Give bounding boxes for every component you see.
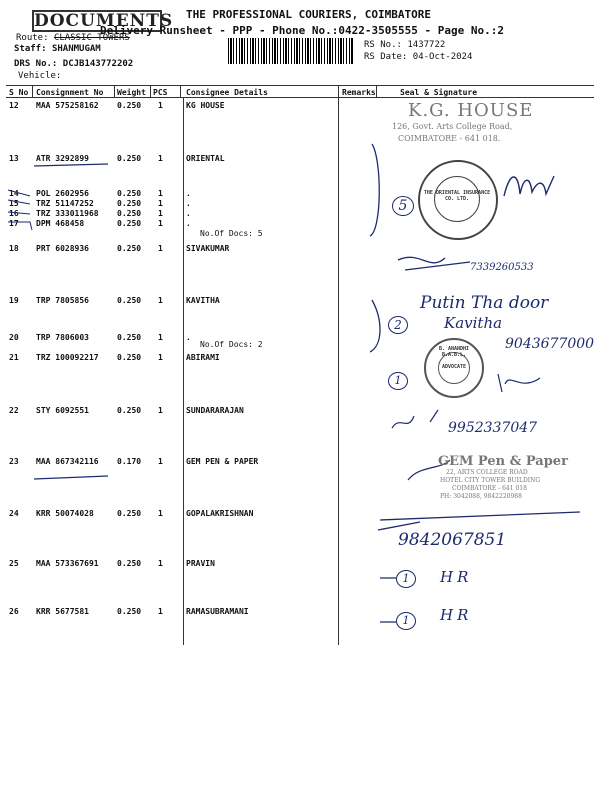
oriental-insurance-seal [418, 160, 498, 240]
vehicle-label: Vehicle: [18, 71, 62, 81]
staff-value: SHANMUGAM [51, 44, 101, 54]
col-remarks: Remarks [342, 88, 376, 97]
row-sno: 18 [9, 244, 19, 253]
gem-seal-line: 22, ARTS COLLEGE ROAD [446, 469, 528, 476]
row-consignment: MAA 573367691 [36, 559, 99, 568]
handwritten-mark: 2 [388, 316, 408, 334]
row-pcs: 1 [158, 406, 163, 415]
row-sno: 15 [9, 199, 19, 208]
row-consignment: TRZ 100092217 [36, 353, 99, 362]
row-sno: 12 [9, 101, 19, 110]
row-consignment: TRZ 333011968 [36, 209, 99, 218]
row-pcs: 1 [158, 101, 163, 110]
no-of-docs: No.Of Docs: 2 [200, 340, 263, 349]
row-consignee: GEM PEN & PAPER [186, 457, 259, 466]
row-consignment: KRR 50074028 [36, 509, 94, 518]
rs-date-label: RS Date: [364, 52, 408, 62]
row-pcs: 1 [158, 189, 163, 198]
row-consignment: TRP 7805856 [36, 296, 89, 305]
handwritten-phone: 7339260533 [470, 262, 534, 273]
row-pcs: 1 [158, 154, 163, 163]
col-pcs: PCS [153, 88, 168, 97]
handwritten-note: Putin Tha door [420, 293, 549, 313]
handwritten-phone: 9043677000 [505, 336, 595, 352]
handwritten-phone: 9952337047 [448, 420, 538, 436]
row-consignee: SIVAKUMAR [186, 244, 230, 253]
company-name: THE PROFESSIONAL COURIERS, COIMBATORE [186, 8, 432, 21]
route-value: CLASSIC TOWERS [53, 33, 130, 43]
row-consignee: PRAVIN [186, 559, 215, 568]
advocate-seal [424, 338, 484, 398]
row-sno: 23 [9, 457, 19, 466]
kg-house-seal-city: COIMBATORE - 641 018. [398, 134, 501, 143]
row-consignee: ORIENTAL [186, 154, 225, 163]
row-weight: 0.250 [117, 154, 142, 163]
col-consignment: Consignment No [36, 88, 104, 97]
handwritten-mark: 5 [392, 196, 414, 216]
col-seal-signature: Seal & Signature [400, 88, 478, 97]
row-weight: 0.250 [117, 101, 142, 110]
col-sno: S No [9, 88, 29, 97]
row-consignment: TRP 7806003 [36, 333, 89, 342]
col-consignee: Consignee Details [186, 88, 268, 97]
drs-value: DCJB143772202 [62, 59, 134, 69]
row-sno: 20 [9, 333, 19, 342]
row-consignment: ATR 3292899 [36, 154, 89, 163]
row-weight: 0.250 [117, 509, 142, 518]
row-weight: 0.250 [117, 406, 142, 415]
row-consignee: KAVITHA [186, 296, 220, 305]
row-pcs: 1 [158, 209, 163, 218]
row-weight: 0.250 [117, 296, 142, 305]
row-weight: 0.170 [117, 457, 142, 466]
handwritten-mark: 1 [396, 612, 416, 630]
row-sno: 21 [9, 353, 19, 362]
row-weight: 0.250 [117, 353, 142, 362]
oriental-seal-text: THE ORIENTAL INSURANCE CO. LTD. [423, 190, 491, 202]
row-weight: 0.250 [117, 209, 142, 218]
row-sno: 14 [9, 189, 19, 198]
row-weight: 0.250 [117, 219, 142, 228]
handwritten-mark: 1 [388, 372, 408, 390]
row-consignee: ABIRAMI [186, 353, 220, 362]
row-sno: 19 [9, 296, 19, 305]
documents-stamp: DOCUMENTS [34, 11, 174, 31]
row-pcs: 1 [158, 199, 163, 208]
gem-seal-line: COIMBATORE - 641 018 [452, 485, 527, 492]
kg-house-seal-name: K.G. HOUSE [408, 100, 534, 121]
no-of-docs: No.Of Docs: 5 [200, 229, 263, 238]
row-consignee: RAMASUBRAMANI [186, 607, 249, 616]
row-pcs: 1 [158, 509, 163, 518]
row-pcs: 1 [158, 457, 163, 466]
row-weight: 0.250 [117, 607, 142, 616]
drs-label: DRS No.: [14, 59, 58, 69]
rs-date-value: 04-Oct-2024 [412, 52, 473, 62]
row-sno: 26 [9, 607, 19, 616]
row-sno: 25 [9, 559, 19, 568]
row-pcs: 1 [158, 244, 163, 253]
handwritten-name: Kavitha [444, 314, 503, 332]
row-sno: 16 [9, 209, 19, 218]
rs-no-value: 1437722 [407, 40, 446, 50]
row-consignment: PRT 6028936 [36, 244, 89, 253]
row-pcs: 1 [158, 219, 163, 228]
staff-label: Staff: [14, 44, 47, 54]
row-consignee: GOPALAKRISHNAN [186, 509, 254, 518]
row-consignment: POL 2602956 [36, 189, 89, 198]
rs-no-label: RS No.: [364, 40, 402, 50]
row-pcs: 1 [158, 559, 163, 568]
row-pcs: 1 [158, 353, 163, 362]
row-weight: 0.250 [117, 559, 142, 568]
row-consignment: MAA 867342116 [36, 457, 99, 466]
gem-seal-name: GEM Pen & Paper [438, 454, 568, 469]
row-consignee: . [186, 199, 191, 208]
row-pcs: 1 [158, 296, 163, 305]
row-sno: 22 [9, 406, 19, 415]
kg-house-seal-address: 126, Govt. Arts College Road, [392, 122, 513, 131]
row-consignment: STY 6092551 [36, 406, 89, 415]
handwritten-initials: HR [440, 568, 473, 586]
row-weight: 0.250 [117, 199, 142, 208]
handwritten-mark: 1 [396, 570, 416, 588]
row-consignment: DPM 468458 [36, 219, 85, 228]
row-weight: 0.250 [117, 244, 142, 253]
row-consignment: TRZ 51147252 [36, 199, 94, 208]
gem-seal-phone: PH: 3042088, 9842220988 [440, 493, 522, 500]
row-consignee: KG HOUSE [186, 101, 225, 110]
runsheet-title: Delivery Runsheet - PPP - Phone No.:0422-3505555 - Page No.:2 [100, 24, 504, 37]
row-sno: 17 [9, 219, 19, 228]
row-consignment: MAA 575258162 [36, 101, 99, 110]
row-pcs: 1 [158, 607, 163, 616]
row-consignee: . [186, 219, 191, 228]
row-consignee: . [186, 209, 191, 218]
handwritten-phone: 9842067851 [398, 530, 507, 550]
row-consignee: . [186, 333, 191, 342]
gem-seal-line: HOTEL CITY TOWER BUILDING [440, 477, 541, 484]
advocate-seal-center: ADVOCATE [441, 364, 467, 370]
route-label: Route: [16, 33, 49, 43]
row-sno: 24 [9, 509, 19, 518]
handwritten-initials: HR [440, 606, 473, 624]
row-weight: 0.250 [117, 189, 142, 198]
row-consignment: KRR 5677581 [36, 607, 89, 616]
advocate-seal-ring-text: B. ANANDHI B.A.B.L. [438, 346, 470, 358]
col-weight: Weight [117, 88, 146, 97]
row-consignee: SUNDARARAJAN [186, 406, 244, 415]
row-weight: 0.250 [117, 333, 142, 342]
signature-13 [500, 166, 560, 206]
row-pcs: 1 [158, 333, 163, 342]
row-sno: 13 [9, 154, 19, 163]
row-consignee: . [186, 189, 191, 198]
